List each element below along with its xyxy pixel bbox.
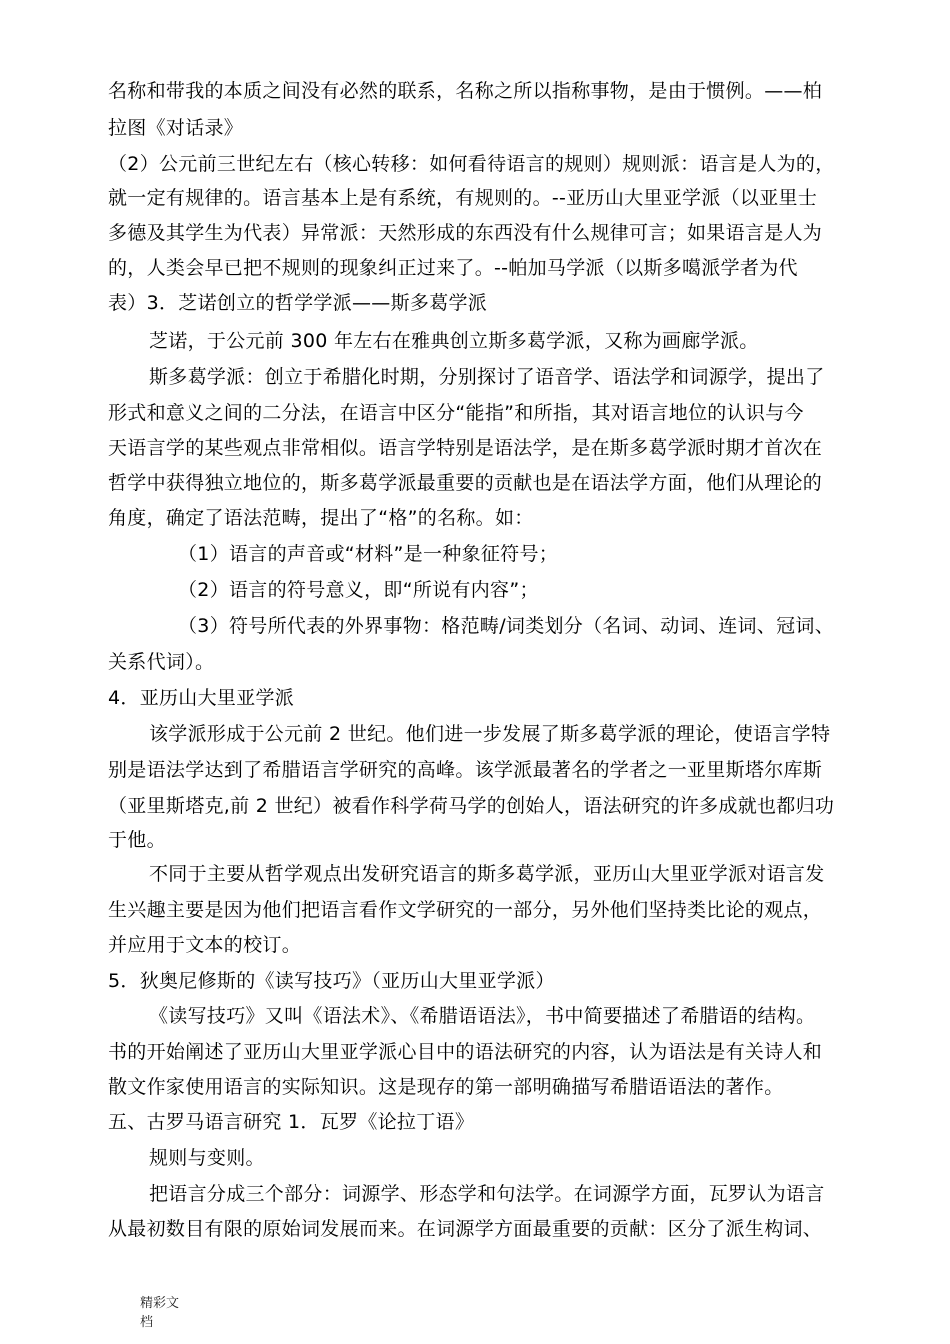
text-line: 关系代词）。	[108, 651, 215, 673]
text-line: 把语言分成三个部分：词源学、形态学和句法学。在词源学方面，瓦罗认为语言	[149, 1183, 825, 1205]
text-line: （2）公元前三世纪左右（核心转移：如何看待语言的规则）规则派：语言是人为的，	[108, 153, 835, 175]
text-line: 该学派形成于公元前 2 世纪。他们进一步发展了斯多葛学派的理论，使语言学特	[149, 723, 831, 745]
section-heading: 五、古罗马语言研究 1．瓦罗《论拉丁语》	[108, 1111, 475, 1133]
text-line: 就一定有规律的。语言基本上是有系统，有规则的。--亚历山大里亚学派（以亚里士	[108, 187, 818, 209]
text-line: 并应用于文本的校订。	[108, 934, 302, 956]
text-line: （2）语言的符号意义，即“所说有内容”；	[178, 579, 539, 601]
text-line: 规则与变则。	[149, 1147, 265, 1169]
text-line: 别是语法学达到了希腊语言学研究的高峰。该学派最著名的学者之一亚里斯塔尔库斯	[108, 759, 823, 781]
page-footer	[140, 1294, 200, 1332]
text-line: （亚里斯塔克,前 2 世纪）被看作科学荷马学的创始人，语法研究的许多成就也都归功	[108, 795, 835, 817]
text-line: 哲学中获得独立地位的，斯多葛学派最重要的贡献也是在语法学方面，他们从理论的	[108, 472, 823, 494]
text-line: 天语言学的某些观点非常相似。语言学特别是语法学，是在斯多葛学派时期才首次在	[108, 437, 823, 459]
text-line: 斯多葛学派：创立于希腊化时期，分别探讨了语音学、语法学和词源学，提出了	[149, 366, 825, 388]
text-line: 拉图《对话录》	[108, 117, 244, 139]
text-line: 形式和意义之间的二分法，在语言中区分“能指”和所指，其对语言地位的认识与今	[108, 402, 804, 424]
section-heading: 4．亚历山大里亚学派	[108, 687, 295, 709]
text-line: 名称和带我的本质之间没有必然的联系，名称之所以指称事物，是由于惯例。——柏	[108, 80, 823, 102]
text-line: 表）3．芝诺创立的哲学学派——斯多葛学派	[108, 292, 488, 314]
text-line: 角度，确定了语法范畴，提出了“格”的名称。如：	[108, 507, 534, 529]
text-line: （3）符号所代表的外界事物：格范畴/词类划分（名词、动词、连词、冠词、	[178, 615, 834, 637]
section-heading: 5．狄奥尼修斯的《读写技巧》（亚历山大里亚学派）	[108, 970, 555, 992]
text-line: 散文作家使用语言的实际知识。这是现存的第一部明确描写希腊语语法的著作。	[108, 1076, 784, 1098]
footer-line: 档	[140, 1315, 154, 1330]
text-line: 芝诺，于公元前 300 年左右在雅典创立斯多葛学派，又称为画廊学派。	[149, 330, 759, 352]
text-line: 不同于主要从哲学观点出发研究语言的斯多葛学派，亚历山大里亚学派对语言发	[149, 863, 825, 885]
text-line: 书的开始阐述了亚历山大里亚学派心目中的语法研究的内容，认为语法是有关诗人和	[108, 1041, 823, 1063]
text-line: 多德及其学生为代表）异常派：天然形成的东西没有什么规律可言；如果语言是人为	[108, 222, 823, 244]
footer-line: 精彩文	[140, 1296, 180, 1311]
text-line: 的，人类会早已把不规则的现象纠正过来了。--帕加马学派（以斯多噶派学者为代	[108, 257, 798, 279]
text-line: 生兴趣主要是因为他们把语言看作文学研究的一部分，另外他们坚持类比论的观点，	[108, 899, 823, 921]
text-line: （1）语言的声音或“材料”是一种象征符号；	[178, 543, 559, 565]
text-line: 从最初数目有限的原始词发展而来。在词源学方面最重要的贡献：区分了派生构词、	[108, 1218, 823, 1240]
text-line: 于他。	[108, 829, 166, 851]
text-line: 《读写技巧》又叫《语法术》、《希腊语语法》，书中简要描述了希腊语的结构。	[149, 1005, 816, 1027]
